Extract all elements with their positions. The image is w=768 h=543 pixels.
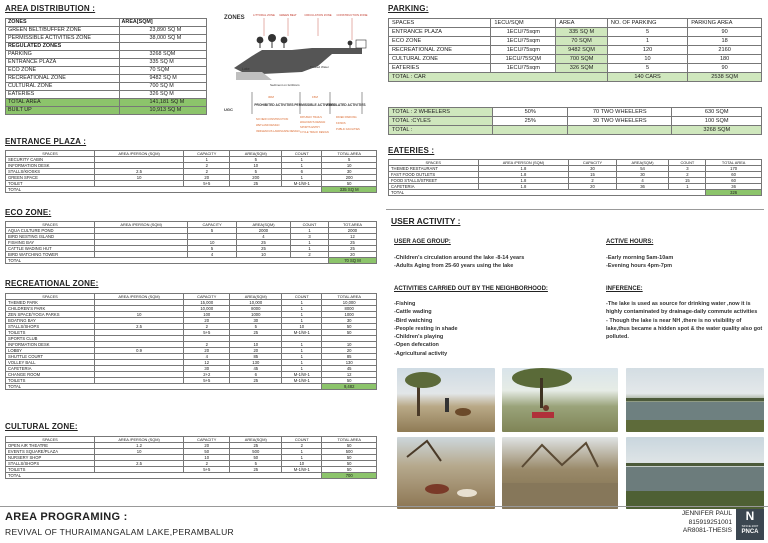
entrance-plaza-heading: ENTRANCE PLAZA : bbox=[5, 137, 87, 146]
inference-title: INFERENCE: bbox=[606, 286, 643, 292]
table-row: STALLS/KIOSKS 2.5 2 5 6 30 bbox=[6, 169, 377, 175]
logo-text: PNCA bbox=[741, 529, 759, 535]
list-item: -Fishing bbox=[394, 301, 416, 307]
eco-zone-table bbox=[5, 221, 377, 264]
table-row: SPORTS CLUB bbox=[6, 336, 377, 342]
table-row: AQUA CULTURE POND 5 2000 1 2000 bbox=[6, 228, 377, 234]
table-row: TOILETS 5+5 25 M-1/W-1 50 bbox=[6, 467, 377, 473]
cultural-zone-heading: CULTURAL ZONE: bbox=[5, 422, 78, 431]
list-item: -Evening hours 4pm-7pm bbox=[606, 263, 673, 269]
label-sediment: Sediment on fertilizers bbox=[270, 83, 300, 87]
total-row: TOTAL 326 bbox=[389, 190, 762, 196]
author-roll: 815919251001 bbox=[688, 518, 732, 526]
svg-text:WETLAND DESIGN: WETLAND DESIGN bbox=[256, 124, 280, 127]
table-row: INFORMATION DESK 2 10 1 10 bbox=[6, 342, 377, 348]
table-row: INFORMATION DESK 2 10 1 10 bbox=[6, 163, 377, 169]
svg-text:SPORTS ENTRY: SPORTS ENTRY bbox=[300, 126, 321, 129]
eco-zone-heading: ECO ZONE: bbox=[5, 208, 52, 217]
list-item: -Children's circulation around the lake -8-14 years bbox=[394, 255, 525, 261]
photo-lake-view bbox=[626, 368, 764, 432]
author-name: JENNIFER PAUL bbox=[681, 510, 732, 517]
table-row: FISHING BAY 10 25 1 25 bbox=[6, 240, 377, 246]
age-group-title: USER AGE GROUP: bbox=[394, 239, 451, 245]
list-item: -The lake is used as source for drinking water ,now it is highly contaminated by drainage-daily commute activities bbox=[606, 301, 758, 316]
table-row: CAFETERIA 30 45 1 45 bbox=[6, 366, 377, 372]
table-header: SPACES AREA /PERSON (SQM) CAPACITY AREA(SQM) COUNT TOTAL AREA bbox=[6, 294, 377, 300]
table-row: ECO ZONE 1ECU/75sqm 70 SQM 1 18 bbox=[389, 37, 762, 46]
zones-title: ZONES bbox=[224, 15, 245, 21]
table-row: LOBBY 0.9 20 20 1 20 bbox=[6, 348, 377, 354]
table-row: CATTLE WADING HUT 5 25 1 25 bbox=[6, 246, 377, 252]
table-row: ZEN SPACE/YOGA PARKS 10 100 1000 1 1000 bbox=[6, 312, 377, 318]
list-item: -Agricultural activity bbox=[394, 350, 448, 357]
table-row: THEMED PARK 15,000 10,000 1 10,000 bbox=[6, 300, 377, 306]
area-distribution-table bbox=[5, 18, 207, 115]
total-row: TOTAL 700 bbox=[6, 473, 377, 479]
table-row: BUILT UP 10,913 SQ M bbox=[6, 107, 207, 115]
total-row: TOTAL 9,482 bbox=[6, 384, 377, 390]
table-header: ZONES AREA[SQM] bbox=[6, 19, 207, 27]
svg-text:NO NEW CONSTRUCTION: NO NEW CONSTRUCTION bbox=[256, 118, 289, 121]
photo-lake-shore bbox=[626, 437, 764, 509]
zones-diagram bbox=[222, 10, 374, 138]
table-row: RECREATIONAL ZONE 1ECU/75sqm 9482 SQM 120 2160 bbox=[389, 46, 762, 55]
table-row: SHUTTLE COURT 4 85 1 85 bbox=[6, 354, 377, 360]
table-header: SPACES AREA /PERSON (SQM) CAPACITY AREA(SQM) COUNT TOTAL AREA bbox=[389, 160, 762, 166]
table-header: SPACES 1ECU/SQM AREA NO. OF PARKING PARKING AREA bbox=[389, 19, 762, 28]
table-row: TOTAL : 2 WHEELERS 50% 70 TWO WHEELERS 630 SQM bbox=[389, 108, 762, 117]
label-regulated: REGULATED ACTIVITIES bbox=[326, 103, 366, 107]
parking-table bbox=[388, 18, 762, 82]
table-row: FOOD STALLS/STREET 1.8 2 4 15 60 bbox=[389, 178, 762, 184]
table-row: PERMISSIBLE ACTIVITIES ZONE 38,000 SQ M bbox=[6, 35, 207, 43]
footer-title: AREA PROGRAMING : bbox=[5, 511, 128, 523]
parking-heading: PARKING: bbox=[388, 4, 429, 13]
table-row: BOATING BAY 20 30 1 30 bbox=[6, 318, 377, 324]
table-row: BIRD WATCHING TOWER 4 10 2 20 bbox=[6, 252, 377, 258]
active-hours-list bbox=[606, 254, 673, 270]
table-row: BIRD NESTING ISLAND 4 3 12 bbox=[6, 234, 377, 240]
recreational-zone-heading: RECREATIONAL ZONE: bbox=[5, 279, 99, 288]
label-treated: Treated Water bbox=[310, 65, 329, 69]
entrance-plaza-table bbox=[5, 150, 377, 193]
table-row: GREEN SPACE 10 20 200 1 200 bbox=[6, 175, 377, 181]
label-prohibited: PROHIBITED ACTIVITIES bbox=[254, 103, 294, 107]
list-item: -Early morning 5am-10am bbox=[606, 255, 674, 261]
table-header: SPACES AREA /PERSON (SQM) CAPACITY AREA(SQM) COUNT TOT.AREA bbox=[6, 222, 377, 228]
parking-table-2 bbox=[388, 107, 762, 135]
svg-text:CYCLE TRACK DESIGN: CYCLE TRACK DESIGN bbox=[300, 131, 329, 134]
list-item: -Adults Aging from 25-60 years using the lake bbox=[394, 263, 514, 269]
label-construction: CONSTRUCTION ZONE bbox=[336, 13, 368, 17]
svg-text:PATHWAY TRAILS: PATHWAY TRAILS bbox=[300, 116, 322, 119]
photo-dry-bed bbox=[502, 437, 618, 509]
inference-list bbox=[606, 300, 764, 341]
pnca-logo: N SINCE 2007 PNCA bbox=[736, 509, 764, 540]
table-row: EATERIES 1ECU/75sqm 326 SQM 5 90 bbox=[389, 64, 762, 73]
list-item: -Bird watching bbox=[394, 317, 433, 324]
author-code: AR8081-THESIS bbox=[682, 527, 732, 535]
table-row: ECO ZONE 70 SQM bbox=[6, 67, 207, 75]
photo-cattle-herd bbox=[397, 437, 495, 509]
table-row: CHILDREN'S PARK 10,000 8000 1 8000 bbox=[6, 306, 377, 312]
list-item: - Though the lake is near NH ,there is no visibility of lake,thus became a hidden spot & the water quality also got polluted. bbox=[606, 317, 763, 341]
table-row: STALLS/SHOPS 2.5 2 5 10 50 bbox=[6, 324, 377, 330]
label-30m: 30M bbox=[268, 95, 274, 99]
table-row: TOTAL AREA 141,181 SQ M bbox=[6, 99, 207, 107]
table-header: SPACES AREA /PERSON (SQM) CAPACITY AREA(SQM) COUNT TOTAL AREA bbox=[6, 437, 377, 443]
area-distribution-heading: AREA DISTRIBUTION : bbox=[5, 4, 96, 13]
logo-sub: SINCE 2007 bbox=[741, 524, 759, 528]
table-row: TOTAL :CYLES 25% 30 TWO WHEELERS 100 SQM bbox=[389, 117, 762, 126]
table-header: SPACES AREA /PERSON (SQM) CAPACITY AREA(SQM) COUNT TOTAL AREA bbox=[6, 151, 377, 157]
photo-cattle-bank bbox=[397, 368, 495, 432]
list-item: -Cattle wading bbox=[394, 309, 432, 316]
label-lake: Lake bbox=[242, 67, 250, 71]
table-row: OPEN AIR THEATRE 1.2 20 25 2 50 bbox=[6, 443, 377, 449]
table-row: CAFETERIA 1.8 20 36 1 36 bbox=[389, 184, 762, 190]
svg-text:WALKWAYS DESIGN: WALKWAYS DESIGN bbox=[300, 121, 326, 124]
recreational-zone-table bbox=[5, 293, 377, 390]
label-littoral: LITTORAL ZONE bbox=[253, 13, 275, 17]
label-ugc: UGC bbox=[224, 107, 233, 112]
label-green-belt: GREEN BELT bbox=[279, 13, 297, 17]
footer-subtitle: REVIVAL OF THURAIMANGALAM LAKE,PERAMBALUR bbox=[5, 527, 234, 537]
activities-list bbox=[394, 300, 458, 358]
list-item: -Children's playing bbox=[394, 334, 444, 341]
user-activity-heading: USER ACTIVITY : bbox=[391, 216, 461, 226]
total-row: TOTAL 70 SQ M bbox=[6, 258, 377, 264]
table-row: CULTURAL ZONE 1ECU/75SQM 700 SQM 10 180 bbox=[389, 55, 762, 64]
table-row: FAST FOOD OUTLETS 1.8 15 30 2 60 bbox=[389, 172, 762, 178]
svg-text:INDIGENOUS LANDSCAPE DESIGN: INDIGENOUS LANDSCAPE DESIGN bbox=[256, 130, 300, 133]
label-permissible: PERMISSIBLE ACTIVITIES bbox=[294, 103, 336, 107]
list-item: -Open defecation bbox=[394, 342, 439, 349]
table-row: STALLS/SHOPS 2.5 2 5 10 50 bbox=[6, 461, 377, 467]
table-row: TOTAL : 3268 SQM bbox=[389, 126, 762, 135]
label-circulation: CIRCULATION ZONE bbox=[304, 13, 332, 17]
table-row: TOILET 5+5 25 M-1/W-1 50 bbox=[6, 181, 377, 187]
table-row: PARKING 3268 SQM bbox=[6, 51, 207, 59]
table-row: THEMED RESTAURANT 1.8 30 54 3 170 bbox=[389, 166, 762, 172]
table-row: ENTRANCE PLAZA 1ECU/75sqm 335 SQ M 5 90 bbox=[389, 28, 762, 37]
table-row: SECURITY CABIN 1 5 1 5 bbox=[6, 157, 377, 163]
table-row: NURSERY SHOP 10 50 1 50 bbox=[6, 455, 377, 461]
table-row: EVENTS SQUARE/PLAZA 10 50 500 1 500 bbox=[6, 449, 377, 455]
active-hours-title: ACTIVE HOURS: bbox=[606, 239, 654, 245]
total-row: TOTAL 335 SQ M bbox=[6, 187, 377, 193]
author-block bbox=[660, 510, 732, 536]
table-row: CHANGE ROOM 2+2 6 M-1/W-1 12 bbox=[6, 372, 377, 378]
age-group-list bbox=[394, 254, 524, 270]
svg-text:PAVED PARKING: PAVED PARKING bbox=[336, 116, 357, 119]
table-row: EATERIES 326 SQ M bbox=[6, 91, 207, 99]
eateries-table bbox=[388, 159, 762, 196]
zones-section-svg bbox=[222, 10, 374, 138]
cultural-zone-table bbox=[5, 436, 377, 479]
table-row: TOILETS 5+5 25 M-1/W-1 50 bbox=[6, 330, 377, 336]
table-row: CULTURAL ZONE 700 SQ M bbox=[6, 83, 207, 91]
table-row: GREEN BELT/BUFFER ZONE 23,890 SQ M bbox=[6, 27, 207, 35]
label-15m: 15M bbox=[312, 95, 318, 99]
activities-title: ACTIVITIES CARRIED OUT BY THE NEIGHBORHOOD: bbox=[394, 286, 548, 292]
table-row: RECREATIONAL ZONE 9482 SQ M bbox=[6, 75, 207, 83]
svg-text:KIOSKS: KIOSKS bbox=[336, 122, 346, 125]
table-row: TOILETS 5+5 25 M-1/W-1 50 bbox=[6, 378, 377, 384]
table-row: REGULATED ZONES bbox=[6, 43, 207, 51]
table-row: VOLLEY BALL 12 130 1 130 bbox=[6, 360, 377, 366]
table-row: ENTRANCE PLAZA 335 SQ M bbox=[6, 59, 207, 67]
svg-text:PUBLIC FACILITIES: PUBLIC FACILITIES bbox=[336, 128, 360, 131]
eateries-heading: EATERIES : bbox=[388, 146, 435, 155]
list-item: -People resting in shade bbox=[394, 325, 458, 332]
photo-people-resting bbox=[502, 368, 618, 432]
total-row: TOTAL : CAR 140 CARS 2538 SQM bbox=[389, 73, 762, 82]
